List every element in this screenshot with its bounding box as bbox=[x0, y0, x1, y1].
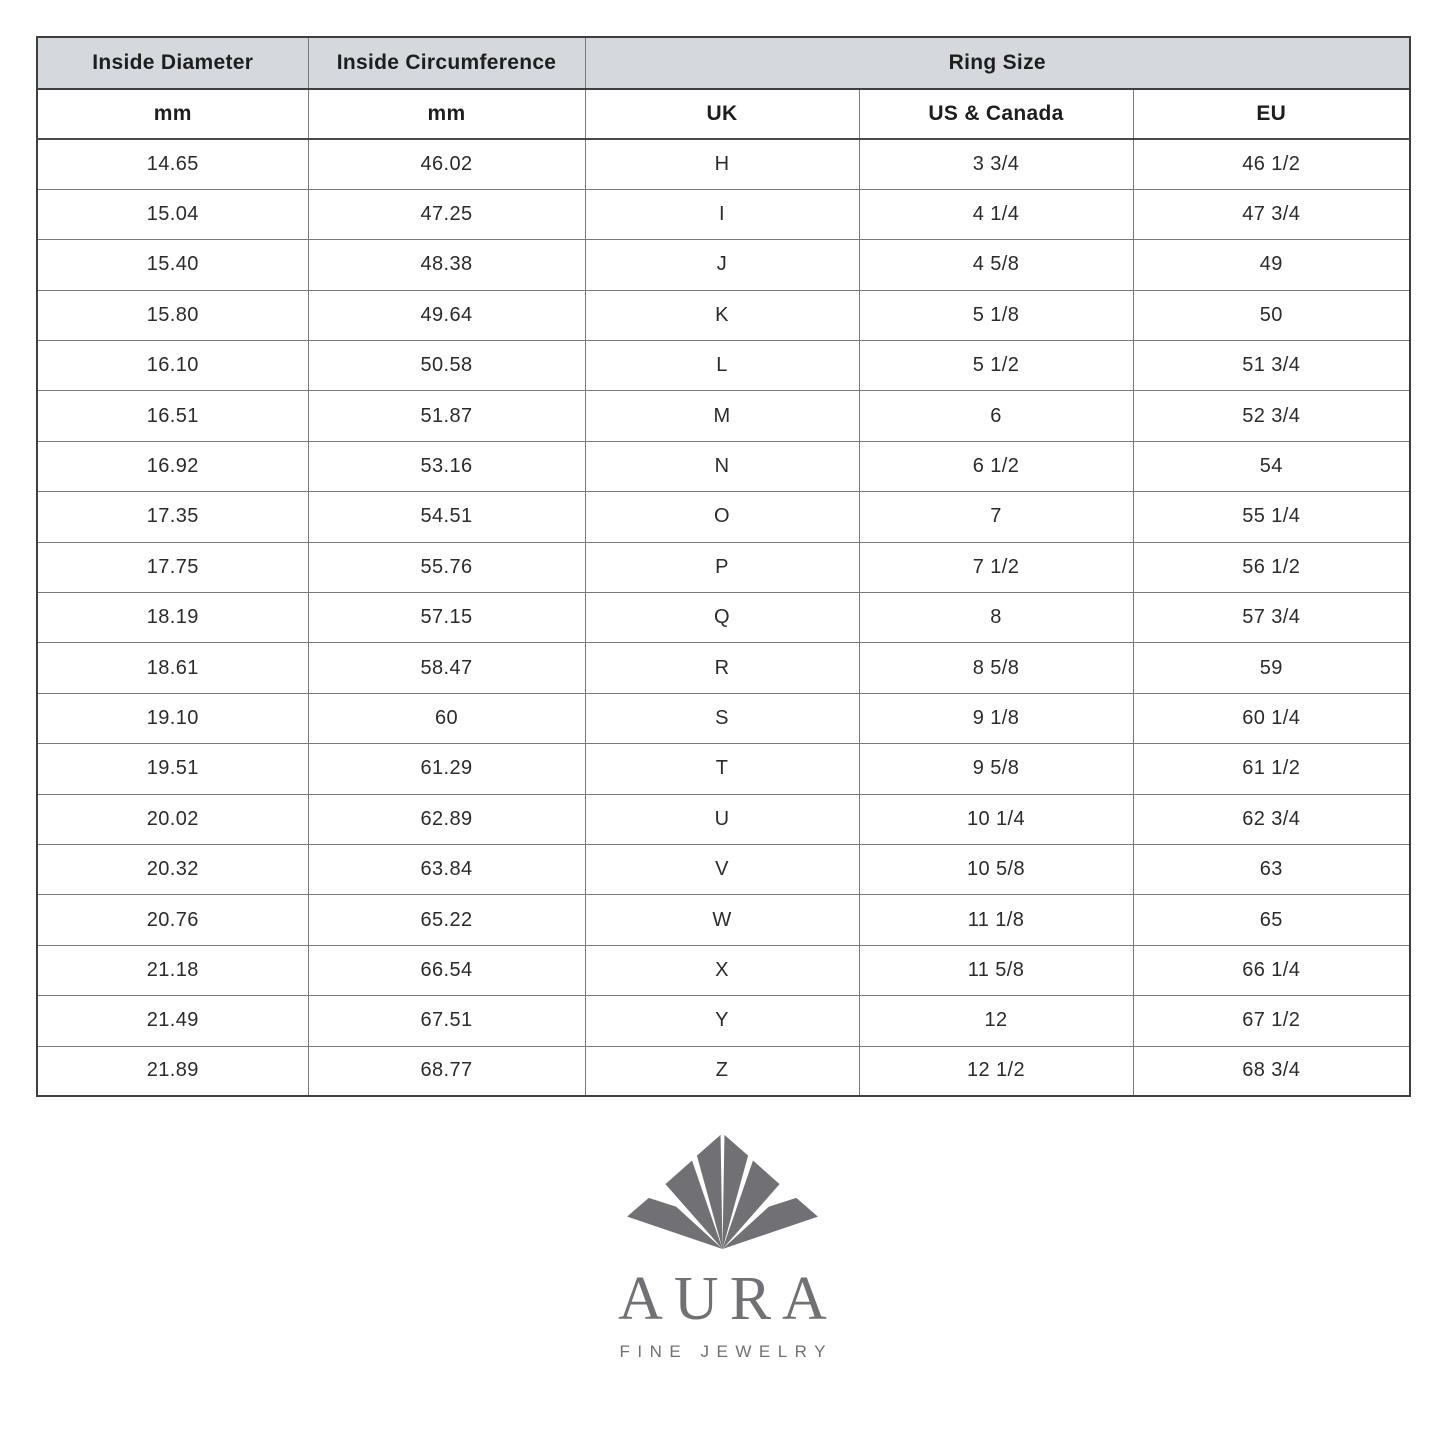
table-body bbox=[37, 139, 1410, 1096]
table-cell: Q bbox=[585, 593, 859, 643]
table-cell: S bbox=[585, 693, 859, 743]
table-cell: 5 1/2 bbox=[859, 341, 1133, 391]
table-cell: I bbox=[585, 189, 859, 239]
table-cell: 58.47 bbox=[308, 643, 585, 693]
table-cell: 53.16 bbox=[308, 441, 585, 491]
table-cell: 16.51 bbox=[37, 391, 308, 441]
table-cell: 57 3/4 bbox=[1133, 593, 1410, 643]
table-cell: 68.77 bbox=[308, 1046, 585, 1096]
table-cell: R bbox=[585, 643, 859, 693]
table-cell: 57.15 bbox=[308, 593, 585, 643]
table-cell: 63.84 bbox=[308, 844, 585, 894]
table-cell: 63 bbox=[1133, 844, 1410, 894]
table-cell: 68 3/4 bbox=[1133, 1046, 1410, 1096]
table-cell: 9 1/8 bbox=[859, 693, 1133, 743]
table-cell: N bbox=[585, 441, 859, 491]
table-cell: W bbox=[585, 895, 859, 945]
lotus-fan-icon bbox=[624, 1131, 821, 1251]
table-cell: 20.32 bbox=[37, 844, 308, 894]
subheader-us-canada: US & Canada bbox=[859, 89, 1133, 139]
table-cell: 19.51 bbox=[37, 744, 308, 794]
table-cell: 16.92 bbox=[37, 441, 308, 491]
table-row bbox=[37, 593, 1410, 643]
table-cell: 12 1/2 bbox=[859, 1046, 1133, 1096]
table-cell: 46.02 bbox=[308, 139, 585, 189]
table-cell: 66 1/4 bbox=[1133, 945, 1410, 995]
table-row bbox=[37, 189, 1410, 239]
table-cell: 17.35 bbox=[37, 492, 308, 542]
table-row bbox=[37, 542, 1410, 592]
table-cell: 15.04 bbox=[37, 189, 308, 239]
table-row bbox=[37, 744, 1410, 794]
table-cell: Z bbox=[585, 1046, 859, 1096]
header-inside-circumference: Inside Circumference bbox=[308, 37, 585, 89]
table-cell: L bbox=[585, 341, 859, 391]
table-cell: 17.75 bbox=[37, 542, 308, 592]
table-cell: 4 1/4 bbox=[859, 189, 1133, 239]
header-ring-size: Ring Size bbox=[585, 37, 1410, 89]
table-cell: 20.76 bbox=[37, 895, 308, 945]
table-cell: 21.49 bbox=[37, 996, 308, 1046]
table-cell: 54 bbox=[1133, 441, 1410, 491]
table-cell: 11 5/8 bbox=[859, 945, 1133, 995]
table-cell: 50.58 bbox=[308, 341, 585, 391]
table-cell: 19.10 bbox=[37, 693, 308, 743]
table-cell: 7 bbox=[859, 492, 1133, 542]
table-cell: 4 5/8 bbox=[859, 240, 1133, 290]
brand-tagline: FINE JEWELRY bbox=[619, 1342, 833, 1361]
table-cell: 56 1/2 bbox=[1133, 542, 1410, 592]
table-cell: 67.51 bbox=[308, 996, 585, 1046]
table-cell: 49 bbox=[1133, 240, 1410, 290]
table-cell: 47 3/4 bbox=[1133, 189, 1410, 239]
table-row bbox=[37, 643, 1410, 693]
table-cell: P bbox=[585, 542, 859, 592]
table-cell: 6 1/2 bbox=[859, 441, 1133, 491]
table-row bbox=[37, 996, 1410, 1046]
table-row bbox=[37, 492, 1410, 542]
brand-logo bbox=[0, 1131, 1445, 1360]
table-cell: T bbox=[585, 744, 859, 794]
table-cell: 46 1/2 bbox=[1133, 139, 1410, 189]
table-cell: 8 5/8 bbox=[859, 643, 1133, 693]
table-cell: 52 3/4 bbox=[1133, 391, 1410, 441]
table-cell: 66.54 bbox=[308, 945, 585, 995]
table-cell: 49.64 bbox=[308, 290, 585, 340]
table-row bbox=[37, 341, 1410, 391]
table-row bbox=[37, 945, 1410, 995]
table-cell: 62 3/4 bbox=[1133, 794, 1410, 844]
subheader-mm-circumference: mm bbox=[308, 89, 585, 139]
table-cell: 21.89 bbox=[37, 1046, 308, 1096]
table-cell: U bbox=[585, 794, 859, 844]
table-cell: 60 1/4 bbox=[1133, 693, 1410, 743]
table-cell: 15.80 bbox=[37, 290, 308, 340]
table-row bbox=[37, 1046, 1410, 1096]
table-cell: 21.18 bbox=[37, 945, 308, 995]
table-cell: 20.02 bbox=[37, 794, 308, 844]
table-row bbox=[37, 844, 1410, 894]
table-cell: 50 bbox=[1133, 290, 1410, 340]
table-cell: 16.10 bbox=[37, 341, 308, 391]
table-cell: 15.40 bbox=[37, 240, 308, 290]
table-row bbox=[37, 794, 1410, 844]
table-row bbox=[37, 391, 1410, 441]
table-cell: 18.61 bbox=[37, 643, 308, 693]
subheader-eu: EU bbox=[1133, 89, 1410, 139]
table-row bbox=[37, 139, 1410, 189]
table-cell: V bbox=[585, 844, 859, 894]
table-cell: M bbox=[585, 391, 859, 441]
table-cell: 60 bbox=[308, 693, 585, 743]
table-cell: 5 1/8 bbox=[859, 290, 1133, 340]
subheader-mm-diameter: mm bbox=[37, 89, 308, 139]
table-row bbox=[37, 441, 1410, 491]
table-cell: 10 1/4 bbox=[859, 794, 1133, 844]
table-cell: 14.65 bbox=[37, 139, 308, 189]
table-cell: 7 1/2 bbox=[859, 542, 1133, 592]
table-row bbox=[37, 290, 1410, 340]
table-cell: J bbox=[585, 240, 859, 290]
ring-size-chart bbox=[36, 36, 1409, 1097]
subheader-uk: UK bbox=[585, 89, 859, 139]
table-cell: 65.22 bbox=[308, 895, 585, 945]
size-chart-table bbox=[36, 36, 1411, 1097]
table-cell: 18.19 bbox=[37, 593, 308, 643]
table-cell: 61.29 bbox=[308, 744, 585, 794]
brand-name: AURA bbox=[618, 1265, 838, 1333]
table-cell: 11 1/8 bbox=[859, 895, 1133, 945]
table-cell: 51 3/4 bbox=[1133, 341, 1410, 391]
table-row bbox=[37, 693, 1410, 743]
table-cell: 51.87 bbox=[308, 391, 585, 441]
table-cell: 55.76 bbox=[308, 542, 585, 592]
table-cell: 59 bbox=[1133, 643, 1410, 693]
table-cell: 10 5/8 bbox=[859, 844, 1133, 894]
table-cell: 12 bbox=[859, 996, 1133, 1046]
table-cell: 47.25 bbox=[308, 189, 585, 239]
header-inside-diameter: Inside Diameter bbox=[37, 37, 308, 89]
table-cell: 6 bbox=[859, 391, 1133, 441]
table-cell: X bbox=[585, 945, 859, 995]
table-cell: O bbox=[585, 492, 859, 542]
table-cell: H bbox=[585, 139, 859, 189]
table-cell: 61 1/2 bbox=[1133, 744, 1410, 794]
table-cell: 54.51 bbox=[308, 492, 585, 542]
header-group-row bbox=[37, 37, 1410, 89]
table-cell: 9 5/8 bbox=[859, 744, 1133, 794]
table-cell: 3 3/4 bbox=[859, 139, 1133, 189]
table-cell: 62.89 bbox=[308, 794, 585, 844]
table-row bbox=[37, 240, 1410, 290]
header-sub-row bbox=[37, 89, 1410, 139]
table-cell: 8 bbox=[859, 593, 1133, 643]
table-header bbox=[37, 37, 1410, 139]
table-cell: 67 1/2 bbox=[1133, 996, 1410, 1046]
table-cell: K bbox=[585, 290, 859, 340]
table-row bbox=[37, 895, 1410, 945]
table-cell: 48.38 bbox=[308, 240, 585, 290]
table-cell: 55 1/4 bbox=[1133, 492, 1410, 542]
table-cell: 65 bbox=[1133, 895, 1410, 945]
table-cell: Y bbox=[585, 996, 859, 1046]
